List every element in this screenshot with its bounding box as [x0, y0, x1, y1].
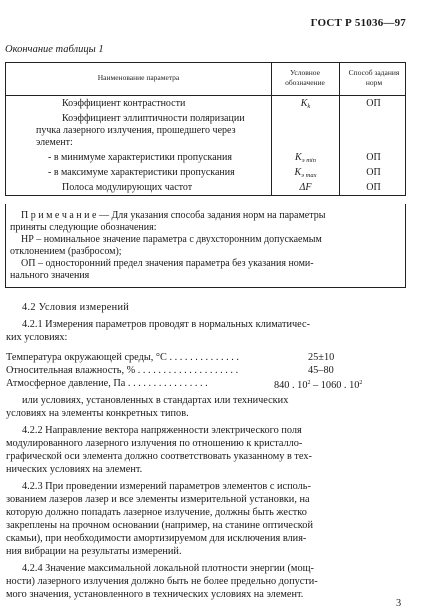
- note-line: НР – номинальное значение параметра с двухсторонним допускаемым: [21, 234, 322, 245]
- paragraph-line: 4.2.2 Направление вектора напряженности электрического поля: [22, 425, 302, 436]
- row-band-norm: ОП: [366, 182, 381, 193]
- note-line: приняты следующие обозначения:: [10, 222, 157, 233]
- note-line: нального значения: [10, 270, 90, 281]
- paragraph-line: зованием лазеров лазер и все элементы измерительной установки, на: [6, 494, 310, 505]
- row-contrast-name: Коэффициент контрастности: [62, 98, 186, 109]
- row-max-norm: ОП: [366, 167, 381, 178]
- row-max-symbol: $K_{э max}$: [294, 167, 317, 179]
- paragraph-line: ния вибрации на результаты измерений.: [6, 546, 182, 557]
- row-ellipticity-line3: элемент:: [36, 137, 73, 148]
- header-parameter-name: Наименование параметра: [97, 73, 180, 82]
- row-min-symbol: $K_{э min}$: [295, 152, 316, 164]
- table-note: [5, 204, 406, 288]
- paragraph-line: мого значения, установленного в технических условиях на элемент.: [6, 589, 304, 600]
- condition-temperature-value: 25±10: [308, 352, 335, 363]
- row-min-name: - в минимуме характеристики пропускания: [48, 152, 232, 163]
- paragraph-line: скамьи), при необходимости амортизируемом для исключения влия-: [6, 533, 307, 544]
- note-line: отклонением (разбросом);: [10, 246, 122, 257]
- section-heading: 4.2 Условия измерений: [22, 302, 130, 313]
- parameters-table: [5, 62, 406, 196]
- paragraph-line: которую должно попадать лазерное излучение, должны быть жестко: [6, 507, 307, 518]
- paragraph-line: ких условиях:: [6, 332, 68, 343]
- paragraph-line: 4.2.3 При проведении измерений параметров элементов с исполь-: [22, 481, 311, 492]
- paragraph-line: закреплены на прочном основании (например, на станине оптической: [6, 520, 313, 531]
- row-max-name: - в максимуме характеристики пропускания: [48, 167, 235, 178]
- paragraph-line: нических условиях на элемент.: [6, 464, 143, 475]
- condition-pressure-label: Атмосферное давление, Па . . . . . . . . . . . . . . . .: [6, 378, 208, 389]
- paragraph-line: ности) лазерного излучения должно быть не более предельно допусти-: [6, 576, 318, 587]
- paragraph-line: или условиях, установленных в стандартах или технических: [22, 395, 289, 406]
- row-ellipticity-line1: Коэффициент эллиптичности поляризации: [62, 113, 245, 124]
- standard-header: ГОСТ Р 51036—97: [310, 17, 406, 29]
- paragraph-line: модулированного лазерного излучения по отношению к кристалло-: [6, 438, 303, 449]
- row-contrast-norm: ОП: [366, 98, 381, 109]
- condition-temperature-label: Температура окружающей среды, °С . . . . . . . . . . . . . .: [6, 352, 239, 363]
- table-caption: Окончание таблицы 1: [5, 44, 104, 55]
- row-band-symbol: ΔF: [299, 182, 312, 193]
- header-norm-method: Способ задания норм: [348, 68, 400, 87]
- paragraph-line: 4.2.1 Измерения параметров проводят в нормальных климатичес-: [22, 319, 311, 330]
- row-band-name: Полоса модулирующих частот: [62, 182, 193, 193]
- condition-humidity-label: Относительная влажность, % . . . . . . . . . . . . . . . . . . . .: [6, 365, 239, 376]
- row-min-norm: ОП: [366, 152, 381, 163]
- paragraph-line: графической оси элемента должно соответствовать указанному в тех-: [6, 451, 312, 462]
- row-ellipticity-line2: пучка лазерного излучения, прошедшего через: [36, 125, 236, 136]
- condition-pressure-value: 840 . $10^2 - 1060$ . $10^2$: [274, 380, 363, 391]
- header-divider: [6, 95, 405, 96]
- row-contrast-symbol: $K_k$: [300, 98, 311, 110]
- paragraph-line: условиях на элементы конкретных типов.: [6, 408, 189, 419]
- header-symbol: Условное обозначение: [285, 68, 325, 87]
- condition-humidity-value: 45–80: [308, 365, 334, 376]
- page-number: 3: [396, 598, 402, 609]
- note-line: ОП – односторонний предел значения параметра без указания номи-: [21, 258, 314, 269]
- note-line: П р и м е ч а н и е — Для указания способа задания норм на параметры: [21, 210, 326, 221]
- paragraph-line: 4.2.4 Значение максимальной локальной плотности энергии (мощ-: [22, 563, 314, 574]
